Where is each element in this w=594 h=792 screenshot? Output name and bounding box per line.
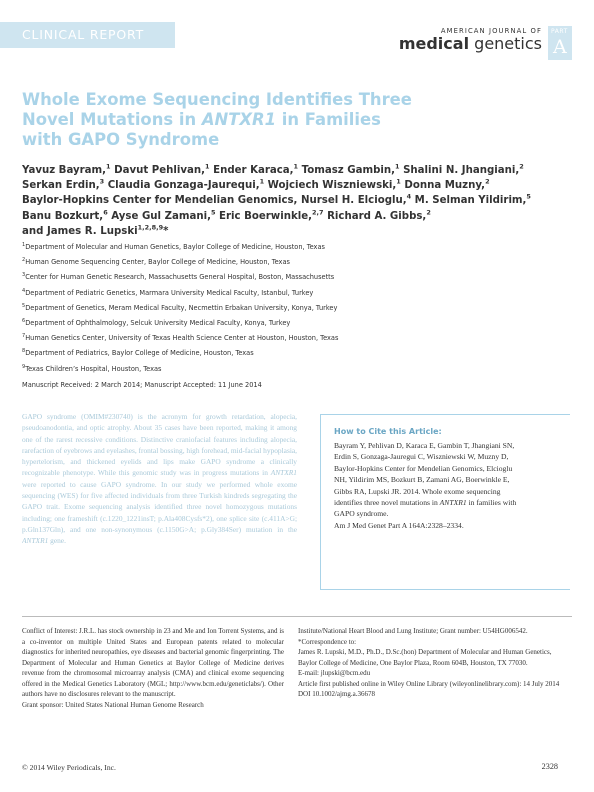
affiliation-number: 2	[22, 257, 26, 264]
affiliation-number: 9	[22, 363, 26, 370]
affiliation-item	[22, 346, 562, 361]
footnote-paragraph: James R. Lupski, M.D., Ph.D., D.Sc.(hon) Department of Molecular and Human Genetics, Baylor College of Medicine, One Baylor Plaza, Room 604B, Houston, TX 77030.	[298, 648, 552, 667]
title-line-1: Whole Exome Sequencing Identifies Three	[22, 90, 412, 109]
footnote-paragraph: Grant sponsor: United States National Human Genome Research	[22, 700, 204, 709]
author-name-text: Shalini N. Jhangiani,	[399, 165, 520, 176]
report-type-label: CLINICAL REPORT	[22, 27, 145, 42]
author-name-text: Ender Karaca,	[209, 165, 294, 176]
author-affiliation-marker: 6	[103, 208, 108, 217]
affiliation-number: 8	[22, 348, 26, 355]
footnote-divider	[22, 616, 572, 617]
affiliation-item	[22, 240, 562, 255]
affiliation-text: Department of Ophthalmology, Selcuk University Medical Faculty, Konya, Turkey	[25, 319, 291, 328]
footnote-paragraph: Article first published online in Wiley Online Library (wileyonlinelibrary.com): 14 July 2014	[298, 679, 560, 688]
author-name-text: M. Selman Yildirim,	[411, 195, 527, 207]
author-list	[22, 163, 542, 239]
footnote-paragraph: Institute/National Heart Blood and Lung Institute; Grant number: U54HG006542.	[298, 627, 528, 635]
author-line	[22, 193, 542, 208]
abstract-text-1: GAPO syndrome (OMIM#230740) is the acronym for growth retardation, alopecia, pseudoanodontia, and optic atrophy. About 35 cases have been reported, making it among one of the rarest recessive conditions. Distinctive craniofacial features including alopecia, rarefaction of eyebrows and eyelashes, frontal bossing, high forehead, mid-facial hypoplasia, hypertelorism, and thickened eyelids and lips make GAPO syndrome a clinically recognizable phenotype. While this genomic study was in progress mutations in	[22, 412, 297, 478]
copyright: © 2014 Wiley Periodicals, Inc.	[22, 763, 116, 772]
journal-name-main	[399, 34, 542, 53]
affiliation-item	[22, 286, 562, 301]
affiliation-item	[22, 255, 562, 270]
author-affiliation-marker: 4	[406, 193, 412, 202]
author-name-text: Claudia Gonzaga-Jaurequi,	[104, 180, 260, 192]
article-title	[22, 90, 422, 150]
citation-box-border-bottom	[320, 589, 570, 590]
affiliation-number: 1	[22, 241, 26, 248]
footnote-paragraph: E-mail: jlupski@bcm.edu	[298, 669, 371, 677]
author-name-text: Ayse Gul Zamani,	[107, 210, 211, 222]
report-type-banner	[0, 22, 175, 48]
journal-logo	[398, 26, 572, 60]
affiliation-text: Department of Pediatric Genetics, Marmara University Medical Faculty, Istanbul, Turkey	[25, 288, 314, 297]
author-name-text: and James R. Lupski	[22, 225, 138, 237]
author-name-text: Wojciech Wiszniewski,	[264, 180, 397, 192]
affiliation-text: Department of Genetics, Meram Medical Faculty, Necmettin Erbakan University, Konya, Turkey	[25, 303, 338, 312]
manuscript-dates: Manuscript Received: 2 March 2014; Manuscript Accepted: 11 June 2014	[22, 381, 262, 389]
author-line	[22, 209, 542, 224]
citation-journal-ref: Am J Med Genet Part A 164A:2328–2334.	[334, 520, 464, 530]
affiliation-list	[22, 240, 562, 377]
citation-box-border-top	[320, 414, 570, 415]
author-affiliation-marker: 1	[205, 162, 210, 171]
author-name-text: Banu Bozkurt,	[22, 210, 104, 222]
affiliation-number: 6	[22, 317, 26, 324]
author-name-text: Yavuz Bayram,	[22, 165, 107, 176]
author-name-text: Eric Boerwinkle,	[215, 210, 313, 222]
author-name-text: Davut Pehlivan,	[110, 165, 206, 176]
journal-part-box	[548, 26, 572, 60]
affiliation-item	[22, 362, 562, 377]
author-line	[22, 224, 542, 239]
journal-part-letter: A	[553, 36, 567, 58]
author-affiliation-marker: 1,2,8,9	[137, 223, 164, 232]
author-line	[22, 178, 542, 193]
affiliation-item	[22, 270, 562, 285]
author-affiliation-marker: 1	[396, 177, 401, 186]
author-affiliation-marker: 2,7	[312, 208, 324, 217]
footnotes-left	[22, 626, 284, 741]
title-line-2-post: in Families	[276, 110, 381, 129]
author-affiliation-marker: 1	[106, 162, 111, 171]
footnote-paragraph: Conflict of Interest: J.R.L. has stock ownership in 23 and Me and Ion Torrent Systems, and is a co-inventor on multiple United States and European patents related to molecular diagnostics for inherited neuropathies, eye diseases and bacterial genomic fingerprinting. The Department of Molecular and Human Genetics at Baylor College of Medicine derives revenue from the chromosomal microarray analysis (CMA) and clinical exome sequencing offered in the Medical Genetics Laboratory (MGL; http://www.bcm.edu/geneticlabs/). Other authors have no disclosures relevant to the manuscript.	[22, 627, 284, 698]
affiliation-text: Human Genome Sequencing Center, Baylor College of Medicine, Houston, Texas	[25, 258, 290, 267]
affiliation-item	[22, 331, 562, 346]
citation-gene: ANTXR1	[439, 498, 467, 508]
author-name-text: Serkan Erdin,	[22, 180, 100, 192]
author-affiliation-marker: 5	[526, 193, 531, 202]
author-affiliation-marker: 3	[99, 177, 105, 186]
author-name-text: Donna Muzny,	[400, 180, 486, 192]
footnote-paragraph: *Correspondence to:	[298, 637, 357, 646]
affiliation-number: 5	[22, 302, 26, 309]
citation-box	[320, 414, 570, 604]
title-line-3: with GAPO Syndrome	[22, 130, 220, 149]
affiliation-text: Human Genetics Center, University of Texas Health Science Center at Houston, Houston, Texas	[25, 334, 339, 343]
affiliation-item	[22, 316, 562, 331]
journal-name-top: AMERICAN JOURNAL OF	[440, 27, 542, 35]
affiliation-number: 4	[22, 287, 26, 294]
affiliation-number: 7	[22, 333, 26, 340]
citation-heading: How to Cite this Article:	[334, 427, 442, 436]
author-affiliation-marker: 2	[519, 162, 524, 171]
journal-part-label: PART	[551, 28, 568, 35]
affiliation-text: Center for Human Genetic Research, Massachusetts General Hospital, Boston, Massachusetts	[25, 273, 335, 282]
citation-text-1: Bayram Y, Pehlivan D, Karaca E, Gambin T, Jhangiani SN, Erdin S, Gonzaga-Jauregui C, Wiszniewski W, Muzny D, Baylor-Hopkins Center for Mendelian Genomics, Elcioglu NH, Yildirim MS, Bozkurt B, Zamani AG, Boerwinkle E, Gibbs RA, Lupski JR. 2014. Whole exome sequencing identifies three novel mutations in	[334, 441, 515, 508]
abstract-text-3: gene.	[48, 536, 66, 546]
abstract-text-2: were reported to cause GAPO syndrome. In our study we performed whole exome sequencing (WES) for five affected individuals from three Turkish kindreds segregating the GAPO trait. Exome sequencing analysis identified three novel homozygous mutations including; one frameshift (c.1220_1221insT; p.Ala408Cysfs*2), one splice site (c.411A>G; p.Gln137Gln), and one non-synonymous (c.1150G>A; p.Gly384Ser) mutation in the	[22, 479, 297, 534]
footnotes-right	[298, 626, 572, 700]
affiliation-number: 3	[22, 272, 26, 279]
citation-text-2: in families with GAPO syndrome.	[334, 498, 517, 519]
title-line-2	[22, 110, 422, 130]
author-affiliation-marker: 2	[426, 208, 431, 217]
author-affiliation-marker: 2	[485, 177, 490, 186]
journal-name-medical: medical	[398, 34, 470, 53]
affiliation-item	[22, 301, 562, 316]
page-number: 2328	[541, 762, 558, 771]
footnote-paragraph: DOI 10.1002/ajmg.a.36678	[298, 690, 375, 698]
author-name-text: Richard A. Gibbs,	[323, 210, 427, 222]
author-name-text: Tomasz Gambin,	[298, 165, 396, 176]
affiliation-text: Department of Molecular and Human Genetics, Baylor College of Medicine, Houston, Texas	[25, 243, 325, 251]
author-affiliation-marker: 1	[395, 162, 400, 171]
author-affiliation-marker: 1	[293, 162, 299, 171]
author-affiliation-marker: 1	[259, 177, 265, 186]
citation-body	[334, 440, 522, 531]
citation-box-border-left	[320, 414, 321, 589]
abstract	[22, 411, 297, 607]
abstract-gene-1: ANTXR1	[270, 468, 297, 478]
title-gene-name: ANTXR1	[201, 110, 277, 129]
affiliation-text: Texas Children’s Hospital, Houston, Texas	[25, 364, 162, 373]
affiliation-text: Department of Pediatrics, Baylor College of Medicine, Houston, Texas	[25, 349, 254, 358]
title-line-2-pre: Novel Mutations in	[22, 110, 202, 129]
author-line	[22, 163, 542, 178]
abstract-gene-2: ANTXR1	[22, 536, 49, 546]
author-affiliation-marker: 5	[210, 208, 216, 217]
author-name-text: *	[163, 225, 169, 237]
journal-name-genetics: genetics	[474, 34, 542, 53]
author-name-text: Baylor-Hopkins Center for Mendelian Genomics, Nursel H. Elcioglu,	[22, 195, 407, 207]
